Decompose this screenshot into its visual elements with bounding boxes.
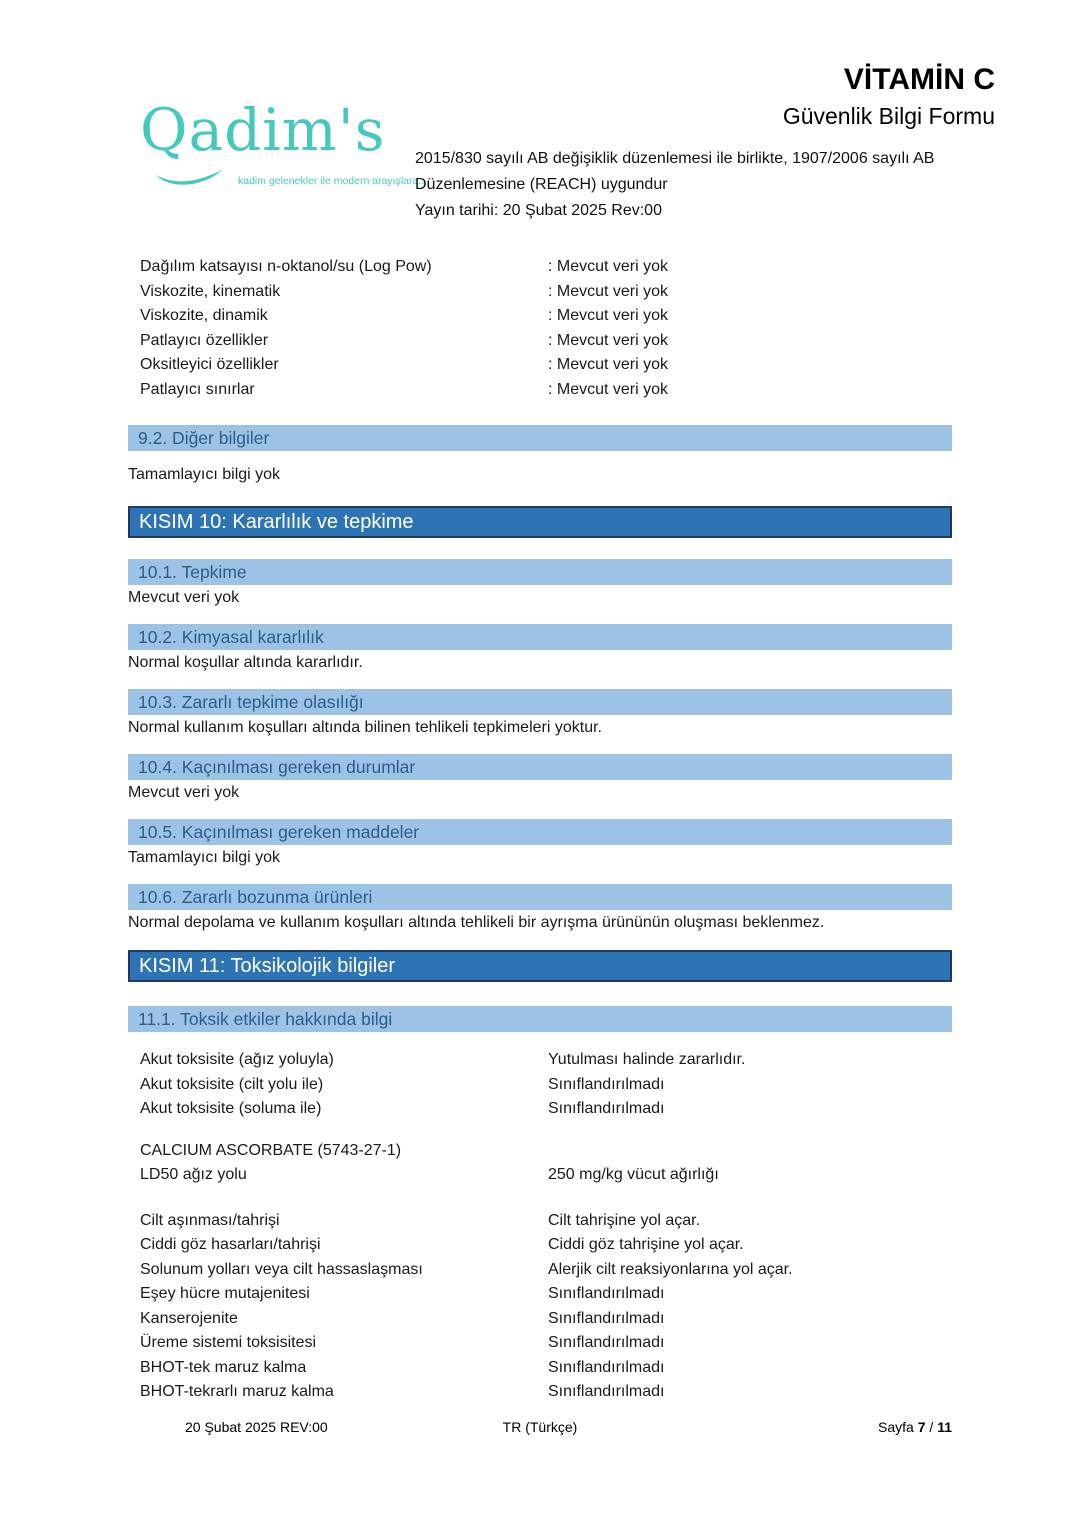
compliance-statement <box>415 146 934 224</box>
footer-page-separator: / <box>925 1419 938 1435</box>
toxicity-value: Sınıflandırılmadı <box>548 1285 665 1302</box>
property-list <box>128 255 952 402</box>
subsection-header-10-6: 10.6. Zararlı bozunma ürünleri <box>128 884 952 910</box>
toxicity-row <box>128 1073 952 1098</box>
section-header-11: KISIM 11: Toksikolojik bilgiler <box>128 950 952 982</box>
toxicity-value: Sınıflandırılmadı <box>548 1334 665 1351</box>
toxicity-label: Akut toksisite (cilt yolu ile) <box>140 1075 324 1093</box>
qadims-logo <box>140 96 428 200</box>
toxicity-row <box>128 1258 952 1283</box>
toxicity-row <box>128 1307 952 1332</box>
footer-page-indicator <box>878 1419 952 1435</box>
toxicity-row <box>128 1097 952 1122</box>
toxicity-label: Akut toksisite (soluma ile) <box>140 1100 322 1117</box>
toxicity-label: Akut toksisite (ağız yoluyla) <box>140 1051 334 1068</box>
subsection-body-10-6: Normal depolama ve kullanım koşulları altında tehlikeli bir ayrışma ürününün oluşması beklenmez. <box>128 914 825 931</box>
toxicity-label: Kanserojenite <box>140 1309 238 1327</box>
toxicity-row <box>128 1282 952 1307</box>
property-value: : Mevcut veri yok <box>548 331 669 349</box>
toxicity-value: Sınıflandırılmadı <box>548 1383 665 1400</box>
document-type-subtitle: Güvenlik Bilgi Formu <box>782 103 995 129</box>
footer-page-number: 7 <box>917 1419 926 1435</box>
property-label: Patlayıcı sınırlar <box>140 380 255 398</box>
property-row <box>128 255 952 280</box>
toxicity-label: Eşey hücre mutajenitesi <box>140 1285 310 1302</box>
property-value: : Mevcut veri yok <box>548 307 669 324</box>
subsection-body-10-3: Normal kullanım koşulları altında bilinen tehlikeli tepkimeleri yoktur. <box>128 719 602 736</box>
toxicity-row <box>128 1048 952 1073</box>
logo-brand-text: Qadim's <box>140 96 386 164</box>
property-label: Patlayıcı özellikler <box>140 331 269 349</box>
property-label: Oksitleyici özellikler <box>140 356 279 373</box>
footer-page-prefix: Sayfa <box>878 1419 918 1435</box>
property-label: Dağılım katsayısı n-oktanol/su (Log Pow) <box>140 258 432 275</box>
toxicity-value: Yutulması halinde zararlıdır. <box>548 1051 746 1068</box>
footer-language: TR (Türkçe) <box>502 1419 578 1435</box>
toxicity-label: Solunum yolları veya cilt hassaslaşması <box>140 1260 423 1278</box>
logo-tagline: kadim gelenekler ile modern arayışlara... <box>238 175 428 187</box>
property-row <box>128 378 952 403</box>
document-body <box>128 255 952 1405</box>
property-label: Viskozite, dinamik <box>140 307 268 324</box>
issue-date-line: Yayın tarihi: 20 Şubat 2025 Rev:00 <box>415 202 662 219</box>
document-titles <box>783 62 995 130</box>
substance-block <box>128 1139 952 1188</box>
property-row <box>128 304 952 329</box>
toxicity-label: BHOT-tekrarlı maruz kalma <box>140 1383 334 1400</box>
toxicity-value: Sınıflandırılmadı <box>548 1358 665 1376</box>
subsection-header-9-2: 9.2. Diğer bilgiler <box>128 425 952 451</box>
property-row <box>128 353 952 378</box>
compliance-line-1: 2015/830 sayılı AB değişiklik düzenlemesi ile birlikte, 1907/2006 sayılı AB <box>415 150 935 167</box>
ld50-label: LD50 ağız yolu <box>140 1166 247 1183</box>
subsection-header-10-3: 10.3. Zararlı tepkime olasılığı <box>128 689 952 715</box>
toxicity-label: BHOT-tek maruz kalma <box>140 1358 307 1376</box>
acute-toxicity-list <box>128 1048 952 1122</box>
logo-wave-icon <box>154 168 226 188</box>
property-value: : Mevcut veri yok <box>548 282 669 300</box>
subsection-body-10-1: Mevcut veri yok <box>128 589 240 606</box>
property-row <box>128 329 952 354</box>
toxicity-row <box>128 1209 952 1234</box>
property-row <box>128 280 952 305</box>
toxicity-row <box>128 1233 952 1258</box>
toxicity-value: Sınıflandırılmadı <box>548 1075 665 1093</box>
subsection-header-10-4: 10.4. Kaçınılması gereken durumlar <box>128 754 952 780</box>
substance-name: CALCIUM ASCORBATE (5743-27-1) <box>140 1141 402 1159</box>
toxicity-label: Ciddi göz hasarları/tahrişi <box>140 1236 321 1253</box>
subsection-header-10-1: 10.1. Tepkime <box>128 559 952 585</box>
section-header-10: KISIM 10: Kararlılık ve tepkime <box>128 506 952 538</box>
subsection-header-10-2: 10.2. Kimyasal kararlılık <box>128 624 952 650</box>
subsection-body-10-4: Mevcut veri yok <box>128 784 240 801</box>
toxicity-value: Alerjik cilt reaksiyonlarına yol açar. <box>548 1260 793 1278</box>
property-value: : Mevcut veri yok <box>548 380 669 398</box>
ld50-value: 250 mg/kg vücut ağırlığı <box>548 1166 719 1183</box>
toxicity-row <box>128 1331 952 1356</box>
subsection-header-11-1: 11.1. Toksik etkiler hakkında bilgi <box>128 1006 952 1032</box>
toxicity-value: Sınıflandırılmadı <box>548 1100 665 1117</box>
footer-page-total: 11 <box>937 1419 952 1435</box>
toxic-effects-list <box>128 1209 952 1405</box>
toxicity-label: Cilt aşınması/tahrişi <box>140 1211 280 1229</box>
product-title: VİTAMİN C <box>843 63 995 96</box>
property-value: : Mevcut veri yok <box>548 356 669 373</box>
toxicity-label: Üreme sistemi toksisitesi <box>140 1334 317 1351</box>
subsection-header-10-5: 10.5. Kaçınılması gereken maddeler <box>128 819 952 845</box>
property-label: Viskozite, kinematik <box>140 282 281 300</box>
toxicity-value: Sınıflandırılmadı <box>548 1309 665 1327</box>
compliance-line-2: Düzenlemesine (REACH) uygundur <box>415 176 668 193</box>
subsection-body-10-5: Tamamlayıcı bilgi yok <box>128 849 281 866</box>
subsection-body-10-2: Normal koşullar altında kararlıdır. <box>128 654 363 671</box>
property-value: : Mevcut veri yok <box>548 258 669 275</box>
toxicity-row <box>128 1380 952 1405</box>
toxicity-value: Ciddi göz tahrişine yol açar. <box>548 1236 744 1253</box>
toxicity-value: Cilt tahrişine yol açar. <box>548 1211 701 1229</box>
footer-revision: 20 Şubat 2025 REV:00 <box>185 1419 328 1435</box>
subsection-body-9-2: Tamamlayıcı bilgi yok <box>128 466 281 483</box>
ld50-row <box>128 1163 952 1188</box>
toxicity-row <box>128 1356 952 1381</box>
